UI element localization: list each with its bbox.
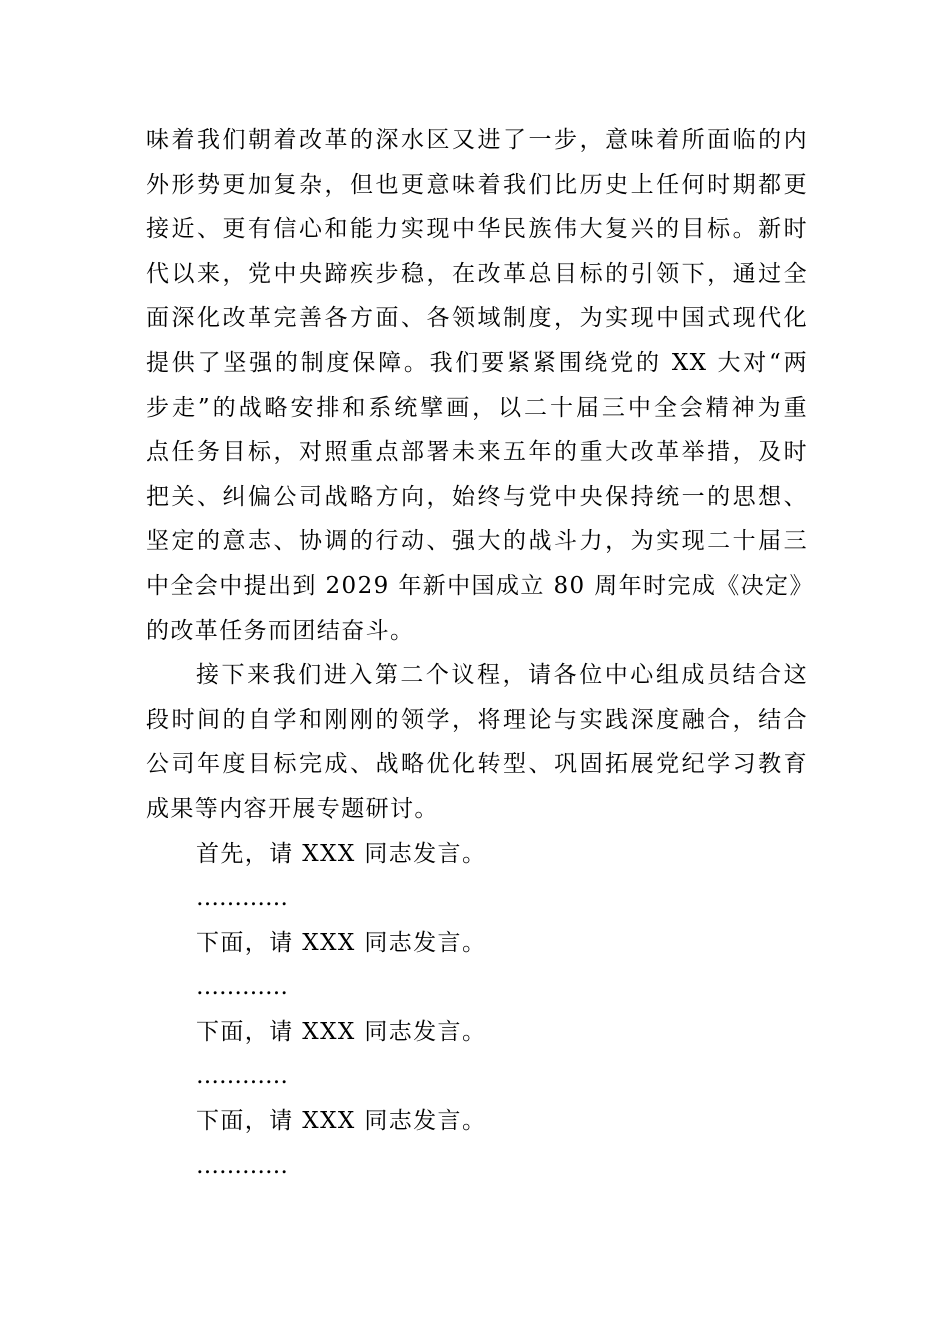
paragraph-line: 段时间的自学和刚刚的领学，将理论与实践深度融合，结合 xyxy=(146,706,808,733)
speaker-call: 下面，请 XXX 同志发言。 xyxy=(196,1108,487,1135)
ellipsis-line: ………… xyxy=(196,1152,288,1179)
speaker-call: 下面，请 XXX 同志发言。 xyxy=(196,929,487,956)
paragraph-line: 把关、纠偏公司战略方向，始终与党中央保持统一的思想、 xyxy=(146,483,808,510)
paragraph-line: 公司年度目标完成、战略优化转型、巩固拓展党纪学习教育 xyxy=(146,751,808,778)
paragraph-line: 坚定的意志、协调的行动、强大的战斗力，为实现二十届三 xyxy=(146,528,808,555)
paragraph-line: 味着我们朝着改革的深水区又进了一步，意味着所面临的内 xyxy=(146,127,808,153)
paragraph-line: 成果等内容开展专题研讨。 xyxy=(146,795,439,822)
speaker-list xyxy=(146,832,808,1189)
speaker-call: 首先，请 XXX 同志发言。 xyxy=(196,840,487,867)
ellipsis-line: ………… xyxy=(196,885,288,912)
paragraph-line: 点任务目标，对照重点部署未来五年的重大改革举措，及时 xyxy=(146,439,808,466)
paragraph-line: 的改革任务而团结奋斗。 xyxy=(146,617,415,644)
document-body xyxy=(146,118,814,1188)
paragraph-reform-context xyxy=(146,118,814,653)
paragraph-line: 接下来我们进入第二个议程，请各位中心组成员结合这 xyxy=(196,662,808,689)
ellipsis-line: ………… xyxy=(196,1063,288,1090)
paragraph-line: 提供了坚强的制度保障。我们要紧紧围绕党的 XX 大对“两 xyxy=(146,349,808,376)
paragraph-line: 外形势更加复杂，但也更意味着我们比历史上任何时期都更 xyxy=(146,171,808,198)
ellipsis-line: ………… xyxy=(196,974,288,1001)
paragraph-line: 代以来，党中央蹄疾步稳，在改革总目标的引领下，通过全 xyxy=(146,260,808,287)
paragraph-line: 接近、更有信心和能力实现中华民族伟大复兴的目标。新时 xyxy=(146,216,808,243)
paragraph-line: 步走”的战略安排和系统擘画，以二十届三中全会精神为重 xyxy=(146,394,808,421)
paragraph-second-agenda xyxy=(146,653,808,831)
paragraph-line: 面深化改革完善各方面、各领域制度，为实现中国式现代化 xyxy=(146,305,808,332)
speaker-call: 下面，请 XXX 同志发言。 xyxy=(196,1018,487,1045)
paragraph-line: 中全会中提出到 2029 年新中国成立 80 周年时完成《决定》 xyxy=(146,572,814,599)
